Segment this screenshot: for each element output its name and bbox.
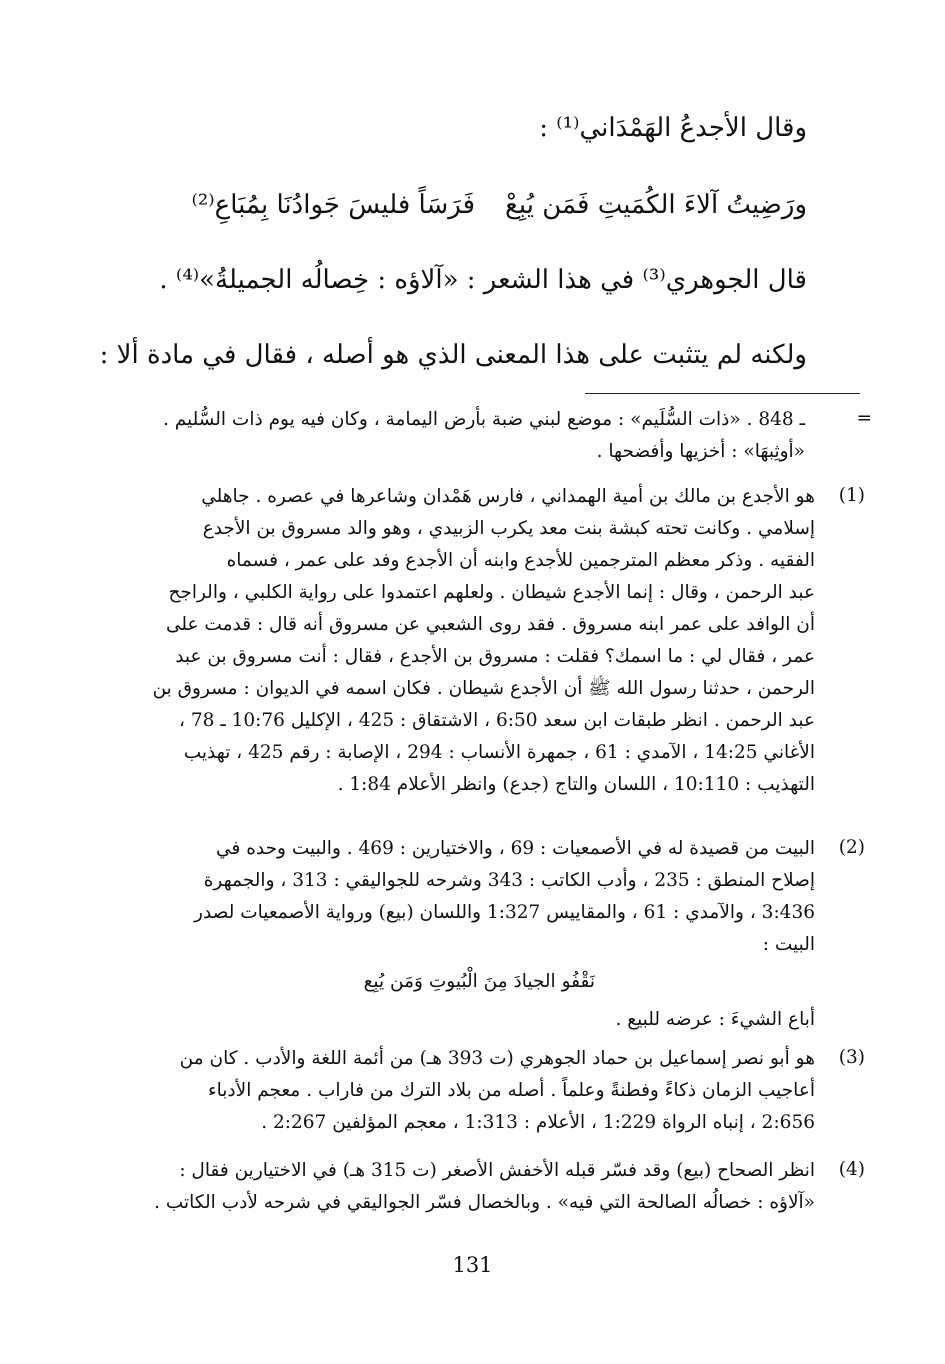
footnote-2-after: أباع الشيءَ : عرضه للبيع . — [615, 1009, 815, 1030]
footnote-1-number: (1) — [838, 485, 865, 506]
verse-first-hemistich: ورَضِيتُ آلاءَ الكُمَيتِ فَمَن يُبِعْ — [505, 190, 807, 220]
footnote-1-line: التهذيب : 10:110 ، اللسان والتاج (جدع) وانظر الأعلام 1:84 . — [337, 774, 815, 795]
footnote-3-line: 2:656 ، إنباه الرواة 1:229 ، الأعلام : 1:313 ، معجم المؤلفين 2:267 . — [261, 1112, 815, 1133]
footnote-2-number: (2) — [838, 837, 865, 858]
footnote-1-line: الرحمن ، حدثنا رسول الله ﷺ أن الأجدع شيطان . فكان اسمه في الديوان : مسروق بن — [152, 678, 815, 699]
footnote-3-line: أعاجيب الزمان ذكاءً وفطنةً وعلماً . أصله من بلاد الترك من فاراب . معجم الأدباء — [207, 1080, 815, 1101]
footnote-3-line: هو أبو نصر إسماعيل بن حماد الجوهري (ت 393 هـ) من أئمة اللغة والأدب . كان من — [179, 1048, 815, 1069]
footnote-1-line: الفقيه . وذكر معظم المترجمين للأجدع وابنه أن الأجدع وفد على عمر ، فسماه — [226, 550, 815, 571]
footnote-1-line: أن الوافد على عمر ابنه مسروق . فقد روى الشعبي عن مسروق أنه قال : قدمت على — [165, 614, 815, 635]
jawhari-line: قال الجوهري⁽³⁾ في هذا الشعر : «آلاؤه : خِصالُه الجميلةُ»⁽⁴⁾ . — [159, 265, 807, 295]
footnote-1-line: عمر ، فقال لي : ما اسمك؟ فقلت : مسروق بن الأجدع ، فقال : أنت مسروق بن عبد — [175, 646, 815, 667]
footnote-1-line: عبد الرحمن . انظر طبقات ابن سعد 6:50 ، الاشتقاق : 425 ، الإكليل 10:76 ـ 78 ، — [179, 710, 815, 731]
footnote-4-line: انظر الصحاح (بيع) وقد فسّر قبله الأخفش الأصغر (ت 315 هـ) في الاختيارين فقال : — [179, 1160, 815, 1181]
footnote-2-line: إصلاح المنطق : 235 ، وأدب الكاتب : 343 وشرحه للجواليقي : 313 ، والجمهرة — [203, 870, 815, 891]
footnote-1-line: الأغاني 14:25 ، الآمدي : 61 ، جمهرة الأنساب : 294 ، الإصابة : رقم 425 ، تهذيب — [183, 742, 815, 763]
footnote-4-line: «آلاؤه : خصالُه الصالحة التي فيه» . وبالخصال فسّر الجواليقي في شرحه لأدب الكاتب . — [154, 1192, 815, 1213]
footnote-2-line: البيت من قصيدة له في الأصمعيات : 69 ، والاختيارين : 469 . والبيت وحده في — [216, 838, 815, 859]
but-line: ولكنه لم يتثبت على هذا المعنى الذي هو أصله ، فقال في مادة ألا : — [99, 340, 807, 370]
footnote-3-number: (3) — [838, 1047, 865, 1068]
footnote-1-line: إسلامي . وكانت تحته كبشة بنت معد يكرب الزبيدي ، وهو والد مسروق بن الأجدع — [202, 518, 815, 539]
footnote-1-line: عبد الرحمن ، وقال : إنما الأجدع شيطان . ولعلهم اعتمدوا على رواية الكلبي ، والراجح — [168, 582, 815, 603]
footnote-4-number: (4) — [838, 1159, 865, 1180]
footnote-2-line: البيت : — [762, 934, 815, 955]
intro-line: وقال الأجدعُ الهَمْدَاني⁽¹⁾ : — [539, 113, 807, 143]
page-number: 131 — [452, 1253, 493, 1277]
carry-marker: = — [856, 408, 872, 429]
carry-line-1: ـ 848 . «ذات السُّلَيم» : موضع لبني ضبة بأرض اليمامة ، وكان فيه يوم ذات السُّليم . — [162, 409, 805, 430]
footnote-2-line: 3:436 ، والآمدي : 61 ، والمقاييس 1:327 واللسان (بيع) ورواية الأصمعيات لصدر — [194, 902, 815, 923]
footnote-rule — [585, 393, 860, 394]
carry-line-2: «أوثِبهَا» : أخزيها وأفضحها . — [596, 441, 805, 462]
footnote-1-line: هو الأجدع بن مالك بن أمية الهمداني ، فارس هَمْدان وشاعرها في عصره . جاهلي — [201, 486, 815, 507]
footnote-2-verse: نَقْفُو الجيادَ مِنَ الْبُيوتِ وَمَن يُبِع — [363, 971, 595, 992]
verse-second-hemistich: فَرَسَاً فليسَ جَوادُنَا بِمُبَاعِ⁽²⁾ — [191, 190, 475, 220]
